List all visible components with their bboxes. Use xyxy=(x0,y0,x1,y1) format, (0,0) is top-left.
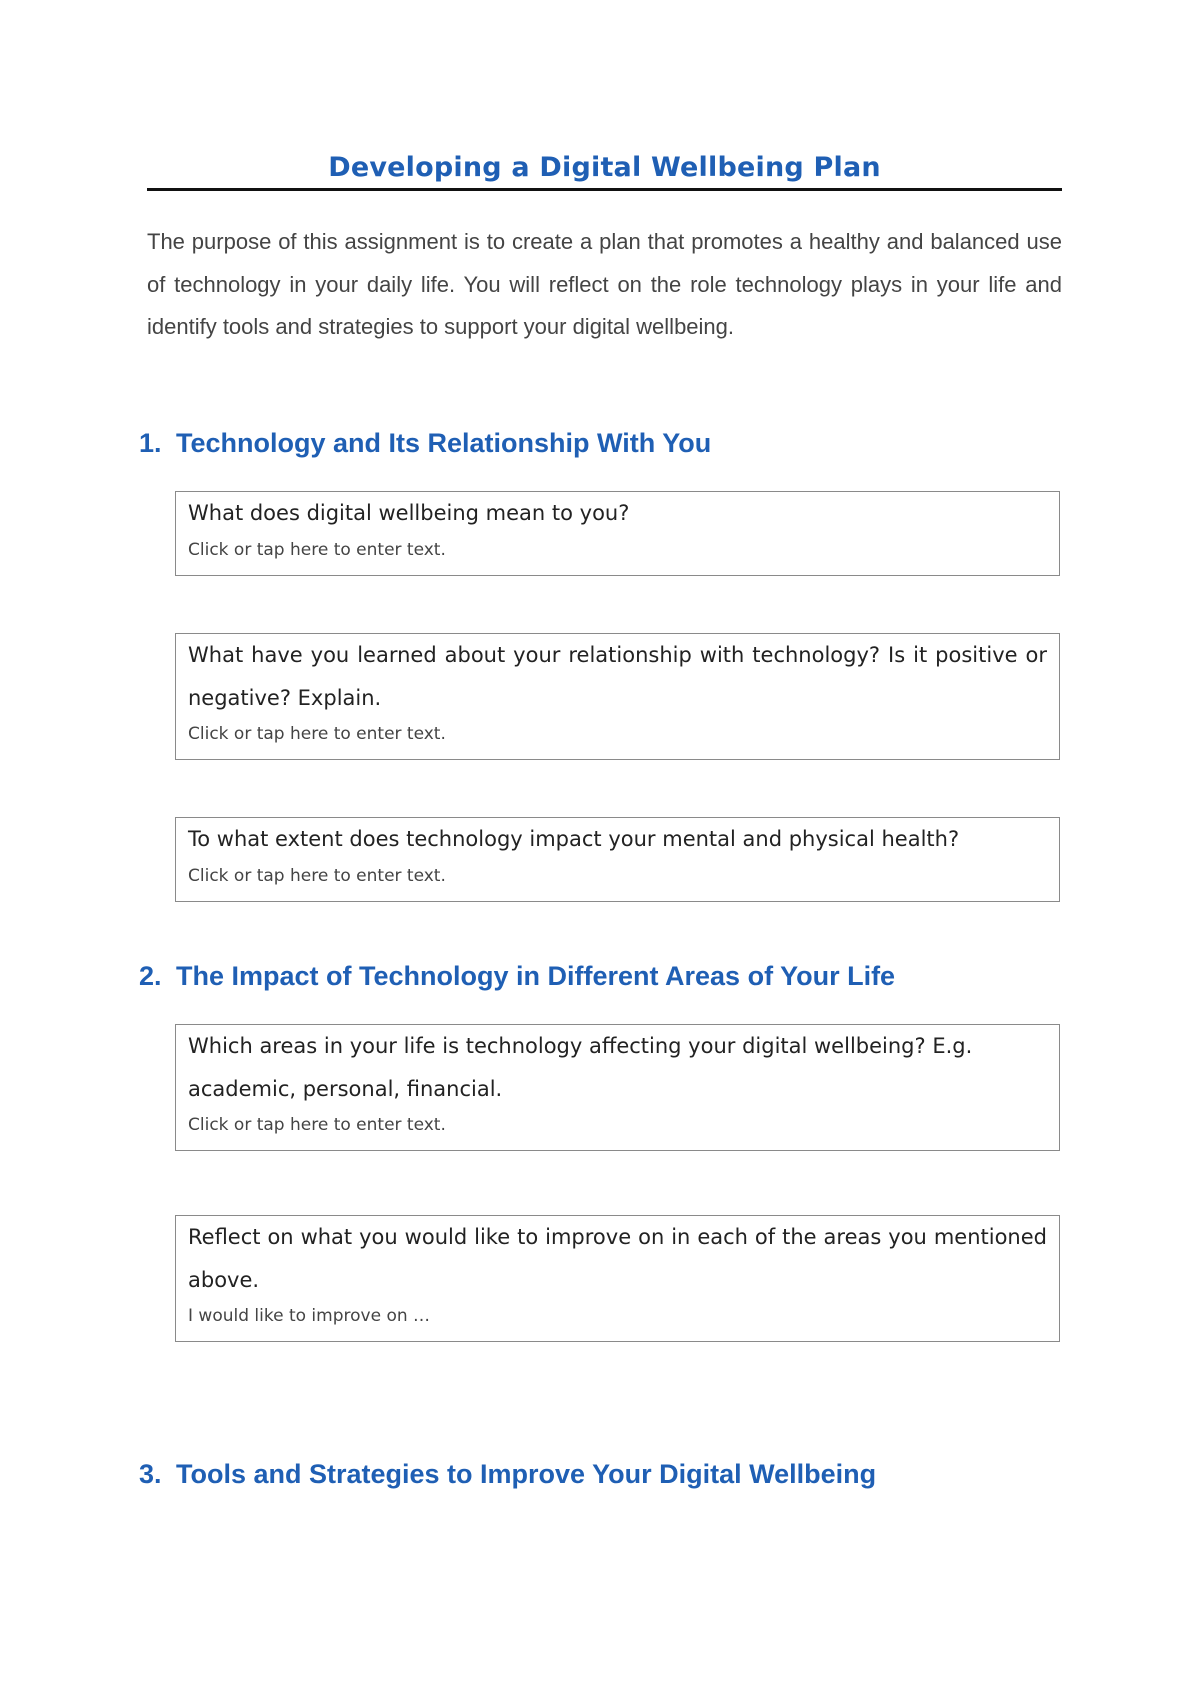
document-title: Developing a Digital Wellbeing Plan xyxy=(328,152,881,183)
question-text: What does digital wellbeing mean to you? xyxy=(188,501,630,525)
section-title: The Impact of Technology in Different Areas of Your Life xyxy=(176,961,896,991)
question-box-1-2 xyxy=(175,633,1060,760)
question-box-1-1 xyxy=(175,491,1060,576)
title-underline xyxy=(147,188,1062,191)
answer-field[interactable]: Click or tap here to enter text. xyxy=(188,1115,446,1135)
section-heading-1 xyxy=(139,426,711,460)
section-heading-2 xyxy=(139,959,895,993)
section-number: 3. xyxy=(139,1459,162,1489)
question-box-2-1 xyxy=(175,1024,1060,1151)
section-number: 1. xyxy=(139,428,162,458)
question-box-1-3 xyxy=(175,817,1060,902)
section-title: Tools and Strategies to Improve Your Digital Wellbeing xyxy=(176,1459,877,1489)
question-text: To what extent does technology impact your mental and physical health? xyxy=(188,827,960,851)
answer-field[interactable]: Click or tap here to enter text. xyxy=(188,724,446,744)
question-box-2-2 xyxy=(175,1215,1060,1342)
intro-paragraph: The purpose of this assignment is to create a plan that promotes a healthy and balanced use of technology in your daily life. You will reflect on the role technology plays in your life and identify tools and strategies to support your digital wellbeing. xyxy=(147,229,1062,339)
section-number: 2. xyxy=(139,961,162,991)
question-text: Which areas in your life is technology affecting your digital wellbeing? E.g. academic, personal, financial. xyxy=(188,1034,973,1101)
section-title: Technology and Its Relationship With You xyxy=(176,428,712,458)
answer-field[interactable]: Click or tap here to enter text. xyxy=(188,865,446,886)
section-heading-3 xyxy=(139,1457,876,1491)
answer-field[interactable]: Click or tap here to enter text. xyxy=(188,539,446,560)
question-text: What have you learned about your relationship with technology? Is it positive or negative? Explain. xyxy=(188,643,1047,710)
answer-field[interactable]: I would like to improve on … xyxy=(188,1306,431,1326)
question-text: Reflect on what you would like to improve on in each of the areas you mentioned above. xyxy=(188,1225,1047,1292)
